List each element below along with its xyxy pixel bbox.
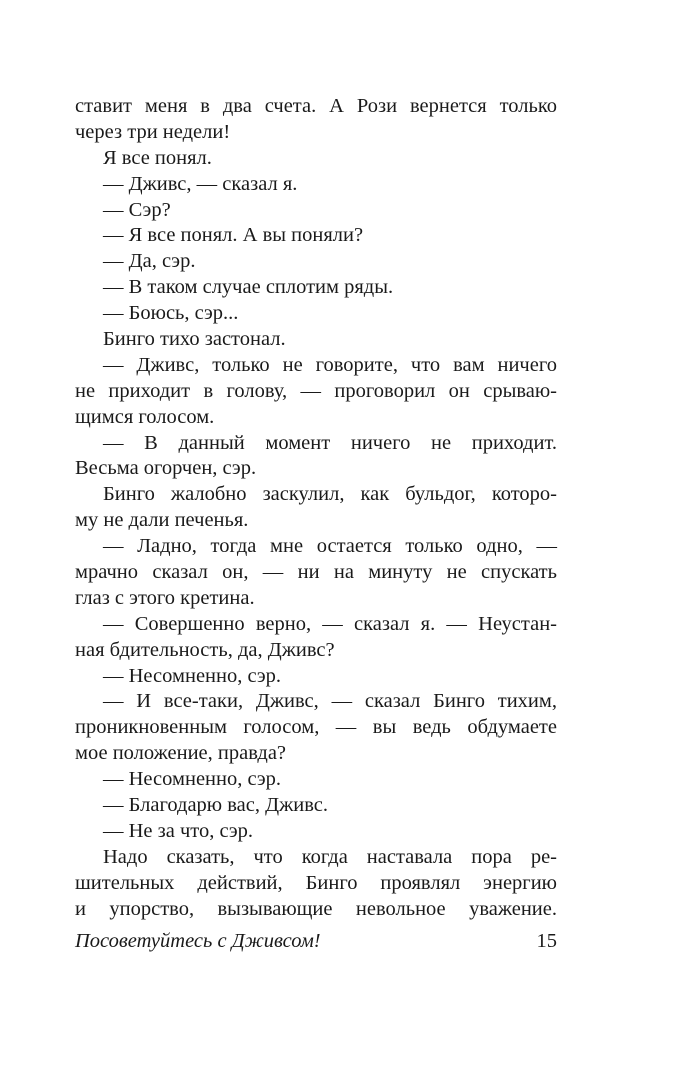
text-line: не приходит в голову, — проговорил он срываю- (75, 379, 557, 402)
running-title: Посоветуйтесь с Дживсом! (75, 930, 321, 952)
text-line: — И все-таки, Дживс, — сказал Бинго тихим, (103, 690, 557, 713)
text-line: — В таком случае сплотим ряды. (103, 276, 394, 299)
text-line: — Совершенно верно, — сказал я. — Неустан- (103, 612, 557, 635)
text-line: через три недели! (75, 120, 231, 143)
text-line: проникновенным голосом, — вы ведь обдумаете (75, 716, 557, 739)
text-line: — Несомненно, сэр. (103, 768, 282, 791)
text-line: щимся голосом. (75, 405, 215, 428)
text-line: — Сэр? (103, 198, 171, 221)
text-line: Бинго тихо застонал. (103, 328, 286, 351)
text-line: — Ладно, тогда мне остается только одно, — (103, 535, 557, 558)
text-line: и упорство, вызывающие невольное уважение. (75, 897, 557, 920)
text-line: му не дали печенья. (75, 509, 249, 532)
text-line: — Благодарю вас, Дживс. (103, 794, 328, 817)
text-line: — Да, сэр. (103, 250, 196, 273)
text-line: Я все понял. (103, 146, 212, 169)
text-line: — В данный момент ничего не приходит. (103, 431, 557, 454)
text-line: — Дживс, только не говорите, что вам ничего (103, 353, 557, 376)
text-line: — Я все понял. А вы поняли? (103, 224, 364, 247)
text-line: — Дживс, — сказал я. (103, 172, 298, 195)
text-line: — Боюсь, сэр... (103, 302, 239, 325)
text-line: Надо сказать, что когда наставала пора ре- (103, 845, 557, 868)
text-line: глаз с этого кретина. (75, 586, 255, 609)
page-number: 15 (536, 930, 557, 952)
text-line: Бинго жалобно заскулил, как бульдог, которо- (103, 483, 557, 506)
text-line: Весьма огорчен, сэр. (75, 457, 257, 480)
text-line: шительных действий, Бинго проявлял энергию (75, 871, 557, 894)
text-line: мое положение, правда? (75, 742, 287, 765)
text-line: — Не за что, сэр. (103, 819, 253, 842)
body-text (75, 94, 557, 923)
text-line: мрачно сказал он, — ни на минуту не спускать (75, 561, 557, 584)
text-line: ставит меня в два счета. А Рози вернется только (75, 95, 557, 117)
text-line: ная бдительность, да, Дживс? (75, 638, 335, 661)
text-line: — Несомненно, сэр. (103, 664, 282, 687)
